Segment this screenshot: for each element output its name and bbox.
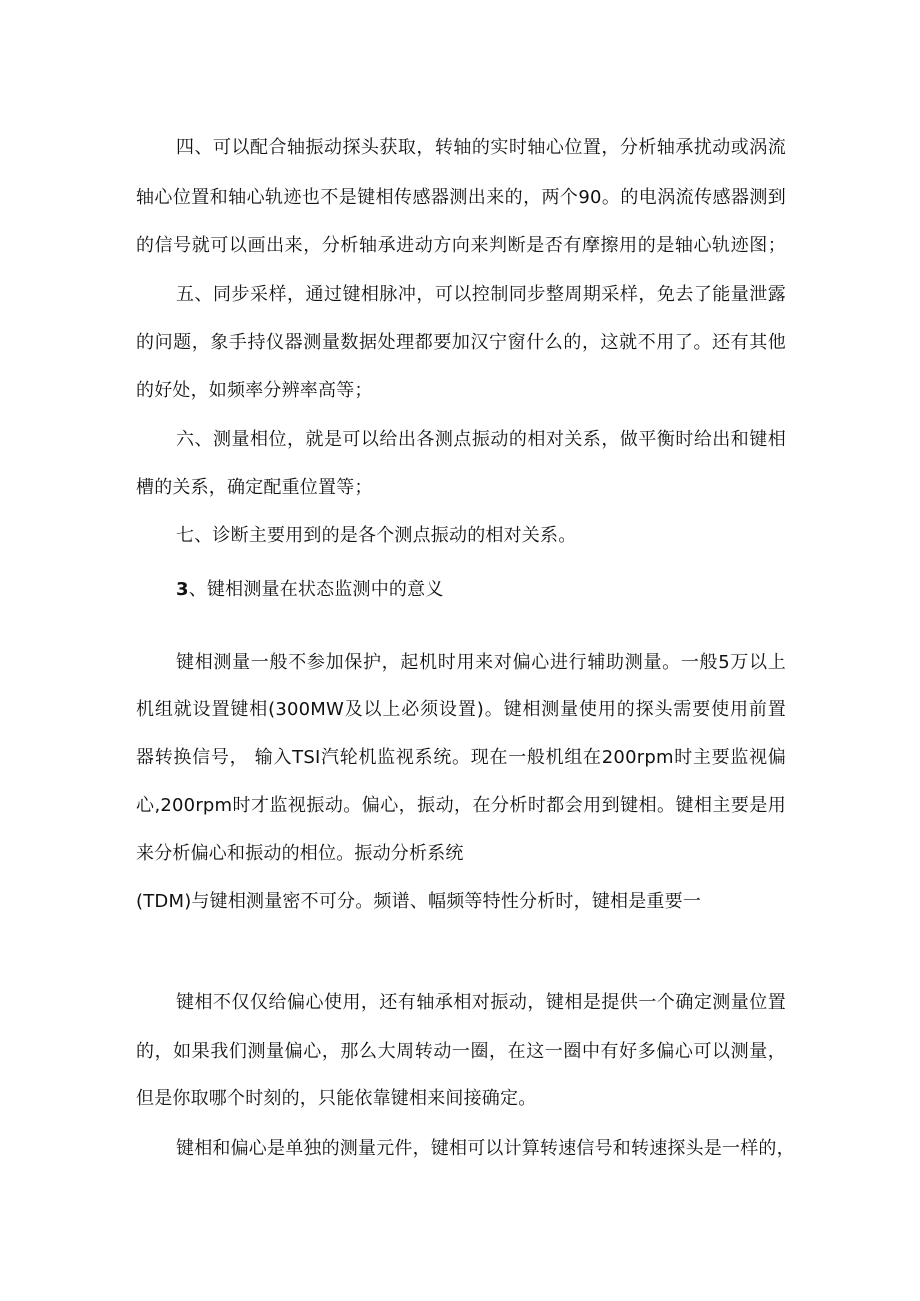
- paragraph-line: 的问题，象手持仪器测量数据处理都要加汉宁窗什么的，这就不用了。还有其他: [136, 332, 786, 353]
- paragraph-line: 来分析偏心和振动的相位。振动分析系统: [136, 843, 464, 864]
- paragraph-line: 器转换信号， 输入TSI汽轮机监视系统。现在一般机组在200rpm时主要监视偏: [136, 747, 786, 768]
- paragraph-line: 的，如果我们测量偏心，那么大周转动一圈，在这一圈中有好多偏心可以测量，: [136, 1041, 786, 1062]
- paragraph-line: 六、测量相位，就是可以给出各测点振动的相对关系，做平衡时给出和键相: [176, 429, 786, 450]
- paragraph-line: 槽的关系，确定配重位置等；: [136, 477, 373, 498]
- paragraph-line: 轴心位置和轴心轨迹也不是键相传感器测出来的，两个90。的电涡流传感器测到: [136, 187, 786, 208]
- paragraph-line: 心,200rpm时才监视振动。偏心，振动，在分析时都会用到键相。键相主要是用: [136, 795, 786, 816]
- paragraph-line: 键相测量一般不参加保护，起机时用来对偏心进行辅助测量。一般5万以上: [176, 652, 786, 673]
- paragraph-line: 键相不仅仅给偏心使用，还有轴承相对振动，键相是提供一个确定测量位置: [176, 992, 786, 1013]
- paragraph-line: 但是你取哪个时刻的，只能依靠键相来间接确定。: [136, 1088, 537, 1109]
- paragraph-line: 的信号就可以画出来，分析轴承进动方向来判断是否有摩擦用的是轴心轨迹图；: [136, 235, 786, 256]
- paragraph-line: 机组就设置键相(300MW及以上必须设置)。键相测量使用的探头需要使用前置: [136, 699, 786, 720]
- paragraph-line: 七、诊断主要用到的是各个测点振动的相对关系。: [176, 525, 577, 546]
- section-title: 、键相测量在状态监测中的意义: [188, 579, 444, 600]
- paragraph-line: (TDM)与键相测量密不可分。频谱、幅频等特性分析时，键相是重要一: [136, 891, 702, 912]
- paragraph-line: 四、可以配合轴振动探头获取，转轴的实时轴心位置，分析轴承扰动或涡流: [176, 137, 786, 158]
- paragraph-line: 的好处，如频率分辨率高等；: [136, 380, 373, 401]
- section-heading: [176, 577, 826, 603]
- paragraph-line: 键相和偏心是单独的测量元件，键相可以计算转速信号和转速探头是一样的，: [176, 1138, 795, 1159]
- paragraph-line: 五、同步采样，通过键相脉冲，可以控制同步整周期采样，免去了能量泄露: [176, 284, 786, 305]
- section-number: 3: [176, 579, 189, 600]
